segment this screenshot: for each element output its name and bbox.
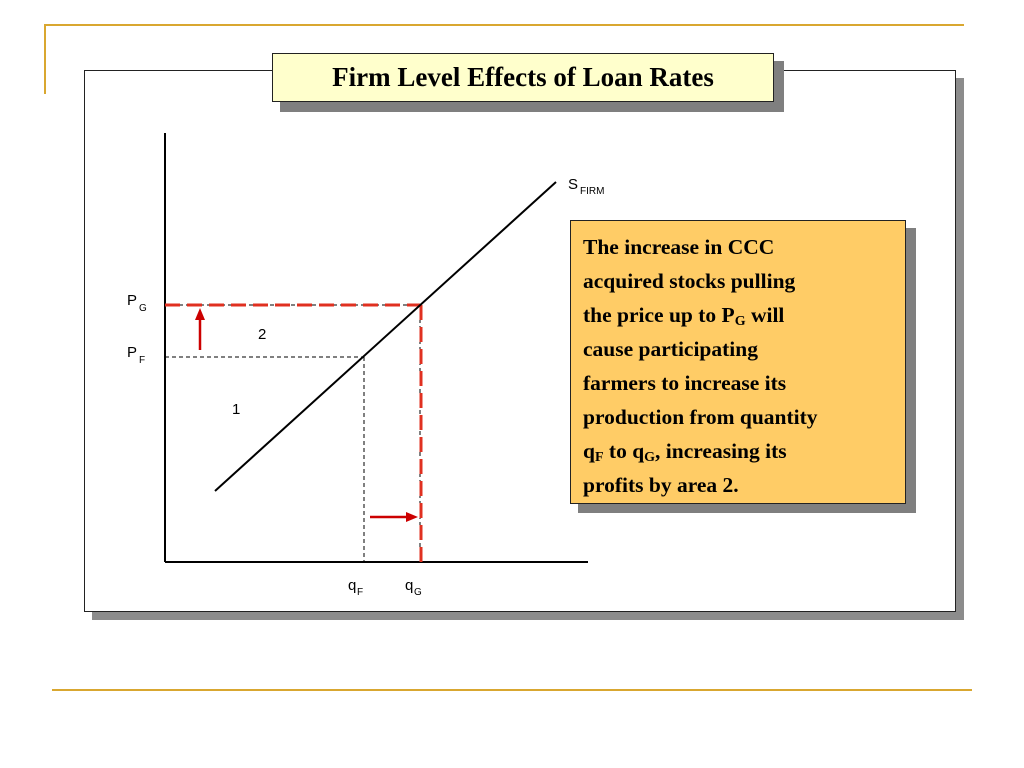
supply-label-subscript: FIRM (580, 186, 605, 197)
qty-g-label: q (405, 577, 414, 594)
title-box (272, 53, 774, 102)
quantity-increase-arrow-head (406, 512, 418, 522)
note-line: profits by area 2. (583, 473, 739, 497)
price-g-subscript: G (139, 303, 147, 314)
supply-label: S (568, 176, 579, 193)
qty-f-label: q (348, 577, 357, 594)
slide-title: Firm Level Effects of Loan Rates (332, 62, 714, 92)
note-line: The increase in CCC (583, 235, 775, 259)
price-increase-arrow-head (195, 308, 205, 320)
price-f-subscript: F (139, 355, 146, 366)
price-g-label: P (127, 292, 138, 309)
qty-f-subscript: F (357, 587, 364, 598)
note-line: farmers to increase its (583, 371, 787, 395)
note-line: the price up to $P_G$ will (583, 303, 785, 329)
note-line: $q_F$ to $q_G$, increasing its (583, 439, 787, 465)
area-1-label: 1 (232, 401, 241, 418)
qty-g-subscript: G (414, 587, 422, 598)
note-line: cause participating (583, 337, 758, 361)
note-line: acquired stocks pulling (583, 269, 796, 293)
area-2-label: 2 (258, 326, 267, 343)
explanation-note (570, 220, 906, 504)
note-line: production from quantity (583, 405, 818, 429)
price-f-label: P (127, 344, 138, 361)
